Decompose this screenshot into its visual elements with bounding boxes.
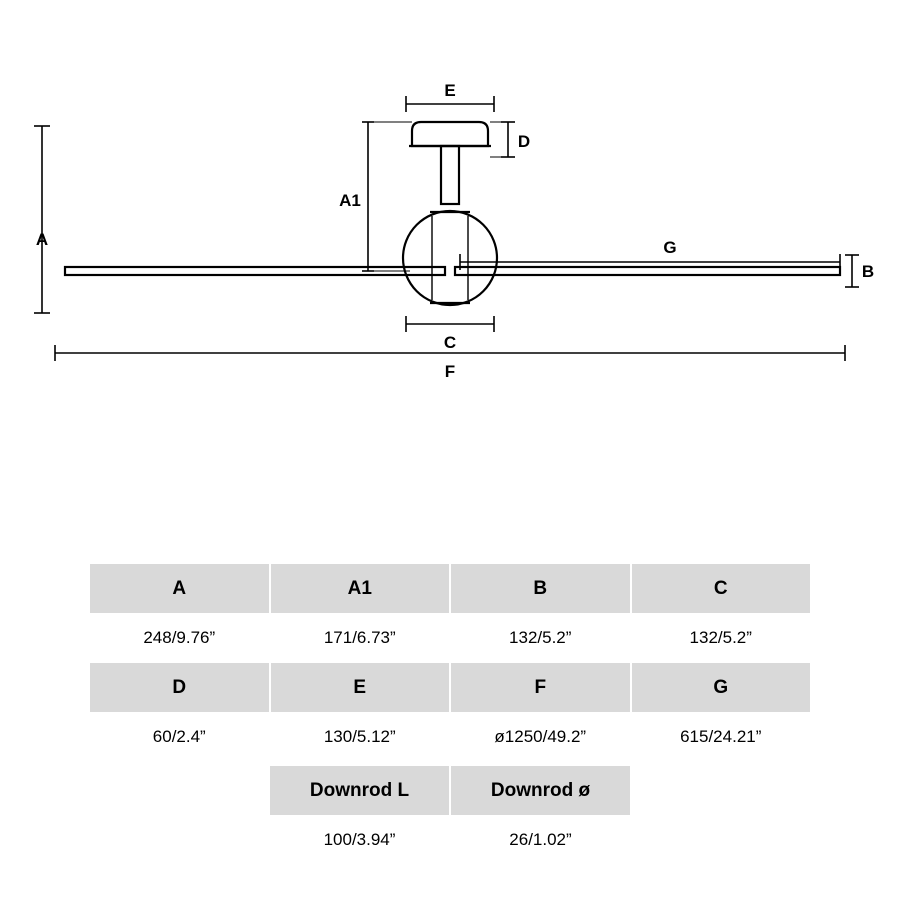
table-row [269, 765, 631, 816]
table-header-cell: E [270, 662, 451, 713]
fan-blades [65, 267, 840, 275]
table-value-cell: 615/24.21” [631, 713, 812, 761]
table-value-cell: 248/9.76” [89, 614, 270, 662]
dimension-label-E: E [444, 81, 456, 100]
table-row [269, 816, 631, 864]
dimension-label-D: D [517, 132, 531, 151]
table-header-cell: D [89, 662, 270, 713]
table-header-cell: A [89, 563, 270, 614]
table-header-cell: Downrod L [269, 765, 450, 816]
downrod-table [268, 764, 632, 865]
dimension-D [490, 122, 515, 157]
table-header-cell: C [631, 563, 812, 614]
table-row [89, 614, 811, 662]
dimensions-table [88, 562, 812, 762]
dimension-label-C: C [443, 333, 457, 352]
table-value-cell: 100/3.94” [269, 816, 450, 864]
dimension-label-F: F [444, 362, 456, 381]
table-header-cell: G [631, 662, 812, 713]
table-value-cell: 60/2.4” [89, 713, 270, 761]
dimension-A [34, 126, 50, 313]
dimension-label-B: B [861, 262, 875, 281]
dimension-label-A1: A1 [339, 191, 361, 210]
table-value-cell: 132/5.2” [450, 614, 631, 662]
table-value-cell: 171/6.73” [270, 614, 451, 662]
table-value-cell: ø1250/49.2” [450, 713, 631, 761]
dimension-B [845, 255, 859, 287]
table-header-cell: B [450, 563, 631, 614]
dimension-label-A: A [35, 230, 49, 249]
canopy-shape [412, 122, 488, 146]
table-row [89, 713, 811, 761]
table-header-cell: Downrod ø [450, 765, 631, 816]
motor-housing-circle [403, 211, 497, 305]
table-header-cell: A1 [270, 563, 451, 614]
table-value-cell: 26/1.02” [450, 816, 631, 864]
table-header-cell: F [450, 662, 631, 713]
table-row [89, 563, 811, 614]
dimension-C [406, 316, 494, 332]
blade-right [455, 267, 840, 275]
table-value-cell: 130/5.12” [270, 713, 451, 761]
table-value-cell: 132/5.2” [631, 614, 812, 662]
dimension-label-G: G [663, 238, 677, 257]
fan-body-graphic [403, 122, 497, 305]
table-row [89, 662, 811, 713]
downrod [441, 146, 459, 204]
